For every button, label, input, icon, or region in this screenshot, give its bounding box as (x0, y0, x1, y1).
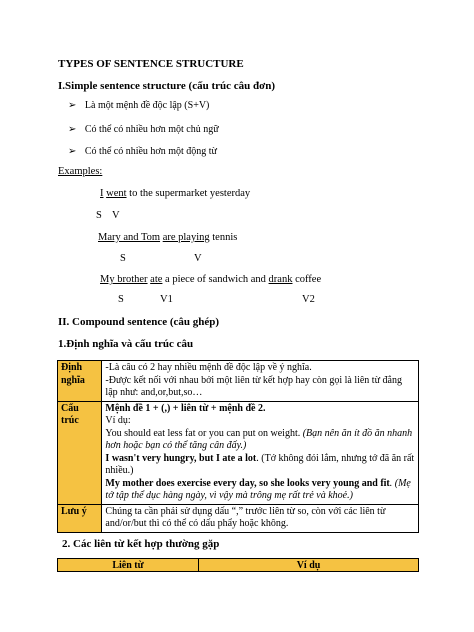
table-row (58, 401, 419, 504)
definition-label: Định nghĩa (58, 361, 102, 402)
table-row (58, 504, 419, 532)
example-label: Ví dụ: (105, 415, 131, 426)
ex1-subject-marker: S (96, 210, 102, 221)
section2-subheading-1: 1.Định nghĩa và cấu trúc câu (58, 338, 194, 350)
ex3-verb1-marker: V1 (160, 294, 173, 305)
structure-formula: Mệnh đề 1 + (,) + liên từ + mệnh đề 2. (105, 402, 266, 414)
note-label: Lưu ý (58, 504, 102, 532)
definition-table (57, 360, 419, 533)
ex3-verb2-marker: V2 (302, 294, 315, 305)
example-sentence-3: My brother ate a piece of sandwich and drank coffee (100, 274, 322, 285)
section2-subheading-2: 2. Các liên từ kết hợp thường gặp (62, 538, 220, 550)
compound-example-2: I wasn't very hungry, but I ate a lot. (Tớ không đói lắm, nhưng tớ đã ăn rất nhiều.) (105, 452, 415, 476)
example-sentence-1: I went to the supermarket yesterday (100, 188, 251, 199)
arrow-bullet-icon: ➢ (68, 124, 77, 135)
ex2-verb-marker: V (194, 253, 202, 264)
ex3-subject-marker: S (118, 294, 124, 305)
table-header-row (58, 559, 419, 572)
structure-label: Cấu trúc (58, 401, 102, 504)
conjunction-table (57, 558, 419, 572)
section1-heading: I.Simple sentence structure (cấu trúc câu đơn) (58, 80, 276, 92)
bullet-item: ➢ Có thể có nhiều hơn một động từ (68, 146, 217, 157)
arrow-bullet-icon: ➢ (68, 100, 77, 111)
note-cell: Chúng ta cần phải sử dụng dấu “,” trước liên từ so, còn với các liên từ and/or/but thì có thể có dấu phẩy hoặc không. (102, 504, 419, 532)
definition-cell: -Là câu có 2 hay nhiều mệnh đề độc lập về ý nghĩa. -Được kết nối với nhau bởi một liên từ kết hợp hay còn gọi là liên từ đẳng lập như: and,or,but,so… (102, 361, 419, 402)
document-title: TYPES OF SENTENCE STRUCTURE (58, 58, 244, 70)
table-row (58, 361, 419, 402)
conjunction-column-header: Liên từ (58, 559, 199, 572)
ex1-verb-marker: V (112, 210, 120, 221)
structure-cell (102, 401, 419, 504)
section2-heading: II. Compound sentence (câu ghép) (58, 316, 220, 328)
compound-example-3: My mother does exercise every day, so she looks very young and fit. (Mẹ tớ tập thể dục hàng ngày, vì vậy mà trông mẹ rất trẻ và khoẻ.) (105, 477, 411, 501)
arrow-bullet-icon: ➢ (68, 146, 77, 157)
examples-label: Examples: (58, 166, 103, 177)
ex2-subject-marker: S (120, 253, 126, 264)
bullet-item: ➢ Là một mệnh đề độc lập (S+V) (68, 100, 210, 111)
example-column-header: Ví dụ (199, 559, 419, 572)
bullet-item: ➢ Có thể có nhiều hơn một chủ ngữ (68, 124, 219, 135)
compound-example-1: You should eat less fat or you can put on weight. (Bạn nên ăn ít đồ ăn nhanh hơn hoặc bạn có thể tăng cân đấy.) (105, 427, 413, 451)
example-sentence-2: Mary and Tom are playing tennis (98, 232, 238, 243)
